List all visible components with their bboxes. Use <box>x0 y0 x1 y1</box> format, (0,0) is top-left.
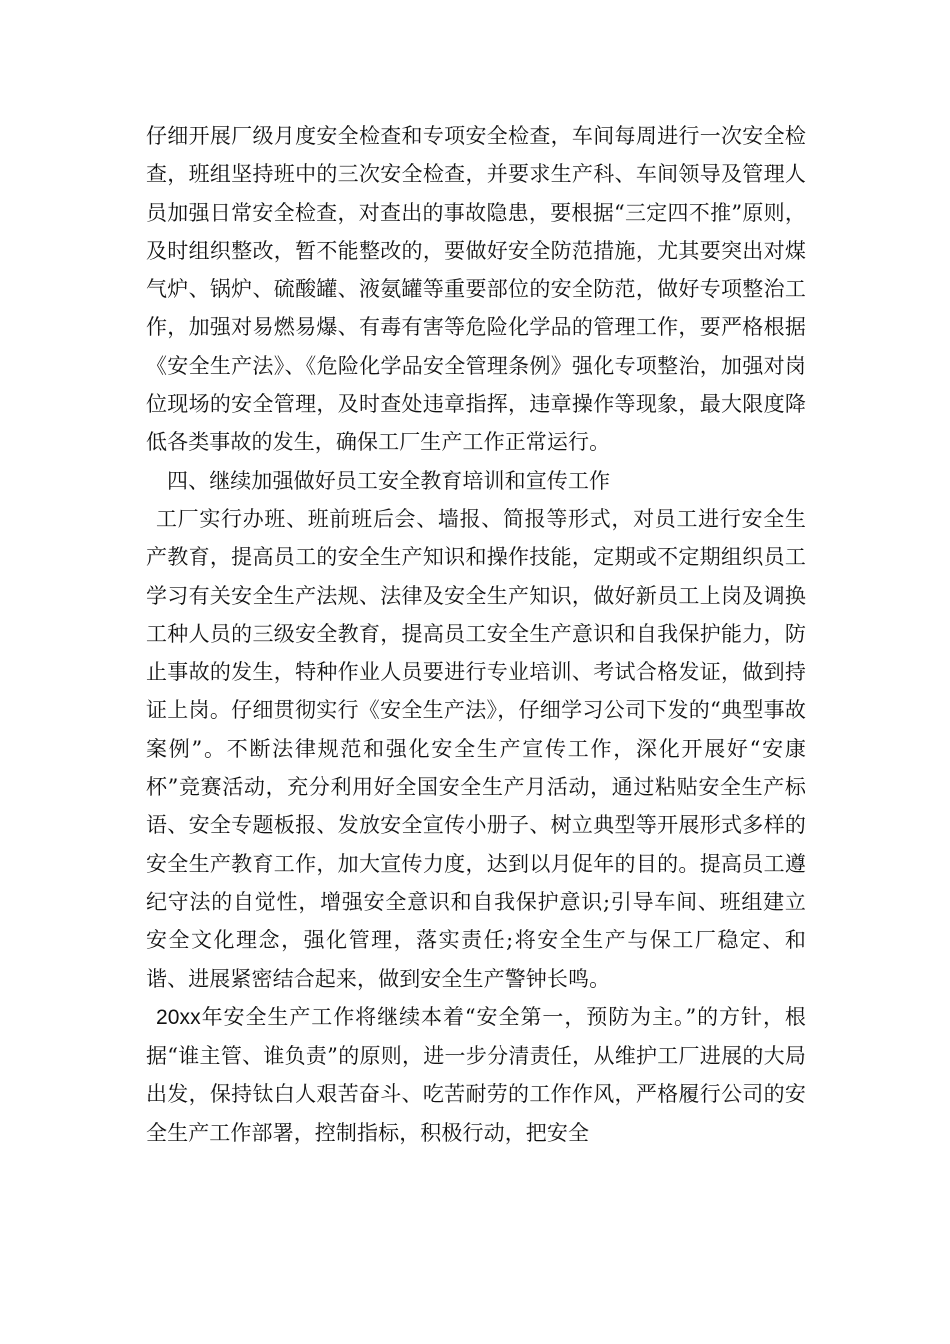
paragraph-safety-inspection: 仔细开展厂级月度安全检查和专项安全检查，车间每周进行一次安全检查，班组坚持班中的三次安全检查，并要求生产科、车间领导及管理人员加强日常安全检查，对查出的事故隐患，要根据“三定四不推”原则，及时组织整改，暂不能整改的，要做好安全防范措施，尤其要突出对煤气炉、锅炉、硫酸罐、液氨罐等重要部位的安全防范，做好专项整治工作，加强对易燃易爆、有毒有害等危险化学品的管理工作，要严格根据《安全生产法》、《危险化学品安全管理条例》强化专项整治，加强对岗位现场的安全管理，及时查处违章指挥，违章操作等现象，最大限度降低各类事故的发生，确保工厂生产工作正常运行。 <box>146 124 806 455</box>
paragraph-safety-education: 工厂实行办班、班前班后会、墙报、简报等形式，对员工进行安全生产教育，提高员工的安全生产知识和操作技能，定期或不定期组织员工学习有关安全生产法规、法律及安全生产知识，做好新员工上岗及调换工种人员的三级安全教育，提高员工安全生产意识和自我保护能力，防止事故的发生，特种作业人员要进行专业培训、考试合格发证，做到持证上岗。仔细贯彻实行《安全生产法》，仔细学习公司下发的“典型事故案例”。不断法律规范和强化安全生产宣传工作，深化开展好“安康杯”竞赛活动，充分利用好全国安全生产月活动，通过粘贴安全生产标语、安全专题板报、发放安全宣传小册子、树立典型等开展形式多样的安全生产教育工作，加大宣传力度，达到以月促年的目的。提高员工遵纪守法的自觉性，增强安全意识和自我保护意识;引导车间、班组建立安全文化理念，强化管理，落实责任;将安全生产与保工厂稳定、和谐、进展紧密结合起来，做到安全生产警钟长鸣。 <box>146 506 806 991</box>
document-page <box>146 117 806 1152</box>
annual-plan-text: 年安全生产工作将继续本着“安全第一，预防为主。”的方针，根据“谁主管、谁负责”的原则，进一步分清责任，从维护工厂进展的大局出发，保持钛白人艰苦奋斗、吃苦耐劳的工作作风，严格履行公司的安全生产工作部署，控制指标，积极行动，把安全 <box>146 1004 806 1145</box>
year-label: 20xx <box>156 1005 201 1029</box>
paragraph-annual-plan <box>146 998 806 1152</box>
section-heading-training: 四、继续加强做好员工安全教育培训和宣传工作 <box>167 468 611 493</box>
